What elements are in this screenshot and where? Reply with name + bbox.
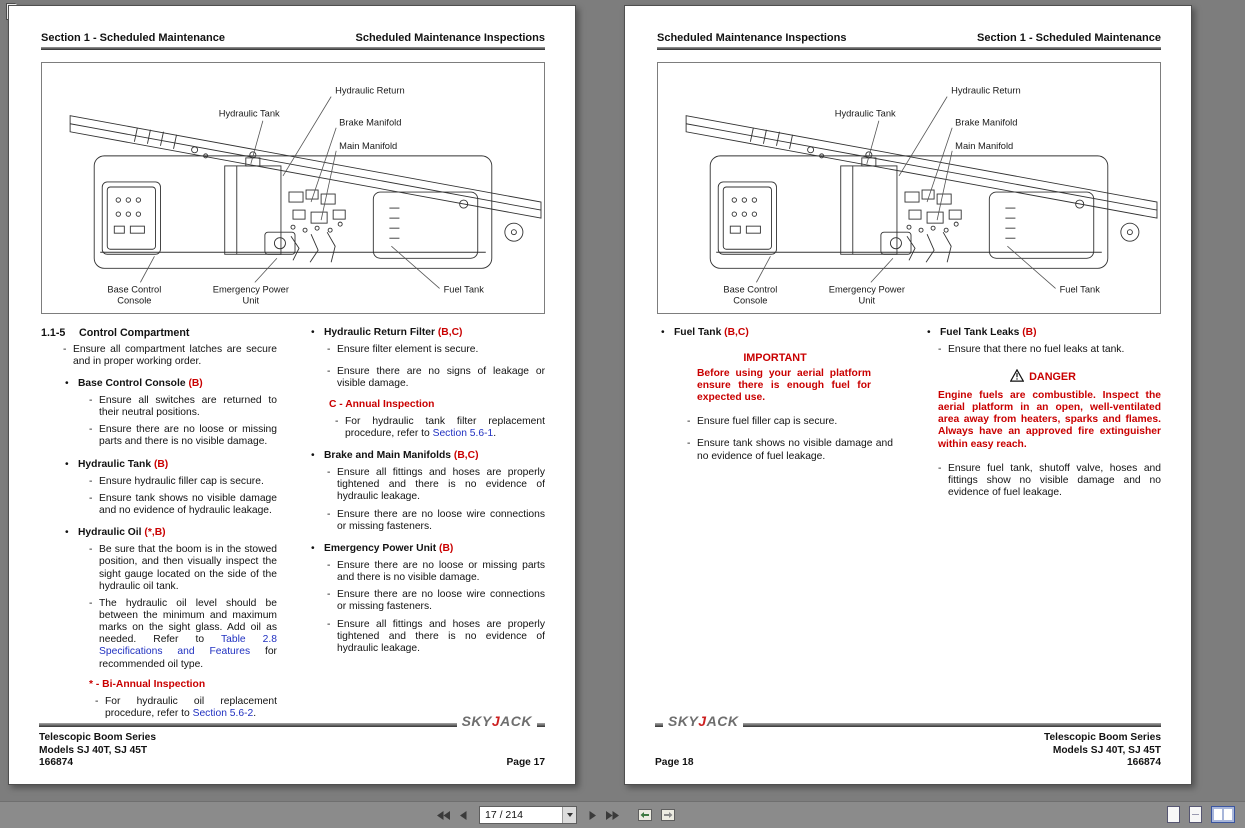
item-title: Brake and Main Manifolds: [324, 449, 452, 461]
table-2-8-link[interactable]: Table 2.8 Specifications and Features: [99, 634, 277, 658]
list-item: [65, 378, 277, 390]
dash-marker: [89, 493, 99, 517]
logo-accent: J: [491, 712, 501, 729]
list-item: [687, 438, 893, 462]
viewer-toolbar: [0, 801, 1245, 828]
inspection-code: (*,B): [144, 527, 166, 539]
figure-label: Brake Manifold: [955, 117, 1018, 128]
list-item: [89, 598, 277, 671]
list-item: [89, 493, 277, 517]
figure-label: Brake Manifold: [339, 117, 402, 128]
figure-label: Fuel Tank: [1059, 284, 1100, 295]
item-title: Hydraulic Return Filter: [324, 327, 435, 338]
list-item: [63, 344, 277, 368]
inspection-code: (B): [1022, 327, 1037, 338]
important-text: Before using your aerial platform ensure there is enough fuel for expected use.: [697, 367, 871, 404]
list-item: [335, 416, 545, 440]
list-item: [311, 327, 545, 339]
section-title: Control Compartment: [79, 327, 190, 339]
dash-marker: [327, 619, 337, 655]
figure-label: Console: [117, 295, 152, 306]
item-text: .: [253, 708, 257, 719]
list-item: [89, 395, 277, 419]
dash-marker: [327, 366, 337, 390]
section-5-6-2-link[interactable]: Section 5.6-2: [192, 708, 254, 719]
item-text: Ensure there are no signs of leakage or visible damage.: [337, 366, 545, 390]
list-item: [938, 463, 1161, 499]
bullet-marker: [65, 527, 78, 539]
item-title: Fuel Tank: [674, 327, 722, 338]
page-number-combobox[interactable]: [479, 806, 577, 824]
bullet-marker: [65, 459, 78, 471]
item-text: Ensure there are no loose or missing parts and there is no visible damage.: [99, 424, 277, 448]
header-left: Scheduled Maintenance Inspections: [657, 32, 847, 44]
page-number-label: Page 17: [506, 757, 545, 769]
model-names: Models SJ 40T, SJ 45T: [1052, 744, 1161, 756]
logo-text: SKY: [461, 712, 492, 729]
column-left: [657, 327, 893, 499]
next-page-button[interactable]: [587, 807, 598, 823]
list-item: [327, 344, 545, 356]
item-text: Ensure there are no loose or missing parts and there is no visible damage.: [337, 559, 545, 584]
logo-text: ACK: [706, 712, 739, 729]
list-item: [327, 619, 545, 655]
column-right: [309, 327, 545, 720]
inspection-code: (B): [439, 542, 454, 554]
document-info: [1044, 732, 1161, 770]
list-item: [95, 696, 277, 720]
two-page-view-button[interactable]: [1211, 806, 1235, 823]
dash-marker: [327, 509, 337, 533]
item-text: Ensure there are no loose wire connections or missing fasteners.: [337, 589, 545, 613]
page-17: [8, 5, 576, 785]
list-item: [327, 467, 545, 503]
header-right: Scheduled Maintenance Inspections: [355, 32, 545, 44]
item-text: Be sure that the boom is in the stowed position, and then visually inspect the sight gauge located on the side of the hydraulic oil tank.: [99, 544, 277, 592]
list-item: [687, 416, 893, 428]
logo-text: ACK: [500, 712, 532, 729]
item-text: Ensure fuel tank, shutoff valve, hoses and fittings show no visible damage and no evidence of fuel leakage.: [948, 462, 1161, 498]
figure-label: Hydraulic Tank: [218, 108, 280, 119]
bullet-marker: [311, 543, 324, 555]
item-text: .: [493, 427, 497, 439]
page-number-input[interactable]: [480, 807, 562, 823]
machine-diagram: [42, 63, 544, 313]
page-layout-options: [1167, 806, 1235, 823]
column-right: [925, 327, 1161, 499]
page-spread: [8, 5, 1192, 785]
list-item: [65, 459, 277, 471]
list-item: [327, 509, 545, 533]
list-item: [65, 527, 277, 539]
next-view-button[interactable]: [660, 807, 676, 823]
danger-text: Engine fuels are combustible. Inspect the aerial platform in an open, well-ventilated area away from heaters, sparks and flames. Always have an approved fire extinguisher within easy reach.: [938, 390, 1161, 450]
item-text: For hydraulic oil replacement procedure, refer to: [105, 695, 277, 719]
figure-label: Hydraulic Return: [335, 85, 405, 96]
dash-marker: [327, 560, 337, 584]
page-18: [624, 5, 1192, 785]
figure-label: Hydraulic Return: [951, 85, 1021, 96]
first-page-button[interactable]: [436, 807, 451, 823]
item-text: Ensure that there no fuel leaks at tank.: [948, 344, 1125, 356]
document-info: [39, 732, 156, 770]
dash-marker: [89, 395, 99, 419]
list-item: [311, 450, 545, 462]
item-text: Ensure all fittings and hoses are properly tightened and there is no evidence of hydraulic leakage.: [337, 467, 545, 503]
item-text: Ensure all compartment latches are secure and in proper working order.: [73, 343, 277, 367]
dash-marker: [89, 598, 99, 671]
section-5-6-1-link[interactable]: Section 5.6-1: [432, 427, 494, 439]
page-footer: [655, 712, 1161, 770]
list-item: [938, 344, 1161, 356]
header-rule: [41, 47, 545, 50]
document-number: 166874: [1127, 757, 1161, 769]
page-number-label: Page 18: [655, 757, 694, 769]
page-navigation: [436, 802, 676, 828]
item-text: Ensure all switches are returned to their neutral positions.: [99, 395, 277, 419]
dash-marker: [687, 438, 697, 462]
bullet-marker: [311, 327, 324, 339]
figure-label: Base Control: [723, 284, 778, 295]
skyjack-logo: [663, 714, 743, 729]
dash-marker: [89, 544, 99, 593]
figure-label: Emergency Power: [212, 284, 289, 295]
dash-marker: [327, 344, 337, 356]
item-title: Emergency Power Unit: [324, 542, 437, 554]
figure-label: Main Manifold: [339, 140, 398, 151]
header-left: Section 1 - Scheduled Maintenance: [41, 32, 225, 44]
item-text: Ensure hydraulic filler cap is secure.: [99, 475, 264, 487]
figure-label: Unit: [858, 295, 876, 306]
bullet-marker: [65, 378, 78, 390]
figure-label: Console: [733, 295, 768, 306]
bullet-marker: [927, 327, 940, 339]
machine-figure: [41, 62, 545, 314]
item-text: Ensure filter element is secure.: [337, 344, 479, 356]
dash-marker: [327, 467, 337, 503]
list-item: [89, 424, 277, 448]
figure-label: Unit: [242, 295, 260, 306]
continuous-view-button[interactable]: [1189, 806, 1202, 823]
series-name: Telescopic Boom Series: [1043, 731, 1161, 743]
list-item: [311, 543, 545, 555]
header-rule: [657, 47, 1161, 50]
list-item: [327, 560, 545, 584]
model-names: Models SJ 40T, SJ 45T: [39, 744, 148, 756]
last-page-button[interactable]: [605, 807, 620, 823]
dash-marker: [95, 696, 105, 720]
dash-marker: [938, 463, 948, 499]
inspection-code: (B): [153, 458, 169, 470]
figure-label: Main Manifold: [955, 140, 1014, 151]
column-left: [41, 327, 277, 720]
item-text: Ensure fuel filler cap is secure.: [697, 416, 838, 428]
item-title: Hydraulic Tank: [78, 458, 152, 470]
inspection-code: (B,C): [453, 449, 479, 461]
machine-figure: [657, 62, 1161, 314]
danger-label: DANGER: [1029, 371, 1076, 384]
dash-marker: [335, 416, 345, 440]
footer-rule: [655, 712, 1161, 729]
skyjack-logo: [457, 714, 537, 729]
list-item: [89, 476, 277, 488]
danger-heading: [925, 369, 1161, 386]
inspection-code: (B,C): [437, 327, 463, 338]
annual-inspection-note: C - Annual Inspection: [329, 398, 435, 410]
item-title: Base Control Console: [78, 377, 186, 389]
dash-marker: [89, 424, 99, 448]
section-heading: [41, 327, 277, 340]
item-text: Ensure tank shows no visible damage and no evidence of fuel leakage.: [697, 438, 893, 462]
item-title: Fuel Tank Leaks: [940, 327, 1020, 338]
logo-accent: J: [698, 712, 707, 729]
item-text: Ensure all fittings and hoses are properly tightened and there is no evidence of hydraulic leakage.: [337, 618, 545, 654]
page-header: [657, 32, 1161, 44]
list-item: [327, 589, 545, 613]
list-item: [661, 327, 893, 339]
item-title: Hydraulic Oil: [78, 527, 142, 539]
section-number: 1.1-5: [41, 327, 66, 339]
header-right: Section 1 - Scheduled Maintenance: [977, 32, 1161, 44]
item-text: Ensure tank shows no visible damage and no evidence of hydraulic leakage.: [99, 492, 277, 517]
machine-diagram: [658, 63, 1160, 313]
bullet-marker: [311, 450, 324, 462]
figure-label: Emergency Power: [828, 284, 905, 295]
previous-view-button[interactable]: [637, 807, 653, 823]
inspection-code: (B,C): [724, 327, 749, 338]
figure-label: Fuel Tank: [443, 284, 484, 295]
page-dropdown-button[interactable]: [562, 807, 576, 823]
bi-annual-inspection-note: * - Bi-Annual Inspection: [89, 678, 206, 690]
figure-label: Hydraulic Tank: [834, 108, 896, 119]
item-text: Ensure there are no loose wire connections or missing fasteners.: [337, 508, 545, 532]
document-number: 166874: [39, 757, 73, 769]
list-item: [327, 366, 545, 390]
item-text: for recommended oil type.: [99, 646, 277, 670]
dash-marker: [89, 476, 99, 488]
series-name: Telescopic Boom Series: [39, 731, 157, 743]
page-header: [41, 32, 545, 44]
logo-text: SKY: [668, 712, 699, 729]
inspection-code: (B): [188, 377, 203, 389]
dash-marker: [63, 344, 73, 368]
list-item: [89, 544, 277, 593]
figure-label: Base Control: [107, 284, 162, 295]
dash-marker: [687, 416, 697, 428]
chevron-down-icon: [567, 813, 573, 817]
important-heading: IMPORTANT: [743, 352, 807, 365]
bullet-marker: [661, 327, 674, 339]
item-text: For hydraulic tank filter replacement procedure, refer to: [345, 415, 545, 439]
single-page-view-button[interactable]: [1167, 806, 1180, 823]
dash-marker: [327, 589, 337, 613]
previous-page-button[interactable]: [458, 807, 469, 823]
list-item: [927, 327, 1161, 339]
warning-triangle-icon: [1010, 369, 1024, 386]
dash-marker: [938, 344, 948, 356]
item-text: The hydraulic oil level should be between the minimum and maximum marks on the sight glass. Add oil as needed. Refer to: [99, 597, 277, 646]
